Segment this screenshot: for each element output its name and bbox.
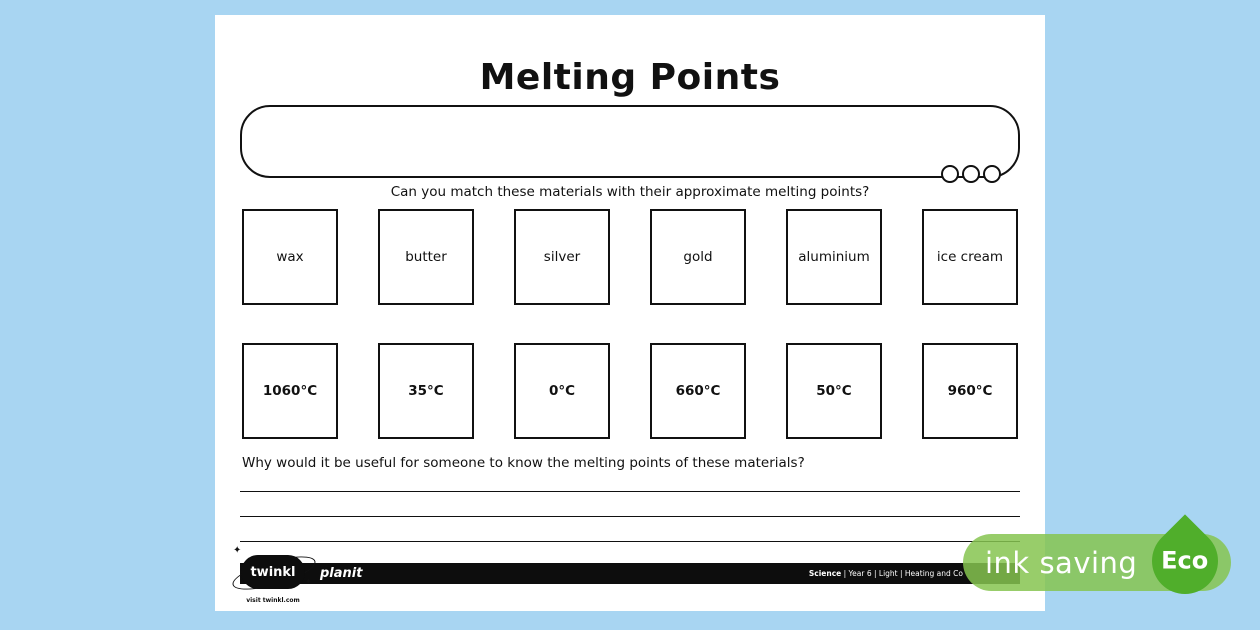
writing-line [240,516,1020,517]
melting-point-label: 0°C [548,383,576,399]
planit-wordmark: planit [320,566,363,581]
writing-line [240,491,1020,492]
material-card [650,209,746,305]
thought-bubble-dot [941,165,959,183]
twinkl-logo [233,545,315,611]
melting-point-card [242,343,338,439]
star-icon: ✦ [305,577,312,586]
visit-twinkl-label: visit twinkl.com [246,597,300,604]
material-label: wax [276,249,304,265]
material-card [378,209,474,305]
materials-row [242,209,1018,305]
footer-meta-rest: | Year 6 | Light | Heating and Co [841,569,963,578]
melting-point-card [786,343,882,439]
brand-label: twinkl [250,564,296,580]
melting-point-label: 960°C [947,383,993,399]
material-card [514,209,610,305]
melting-point-card [650,343,746,439]
eco-leaf-icon [1138,514,1231,607]
material-label: gold [683,249,713,265]
star-icon: ✦ [233,545,242,556]
worksheet-page [215,15,1045,611]
melting-point-card [378,343,474,439]
material-label: ice cream [936,249,1004,265]
writing-line [240,541,1020,542]
footer-breadcrumb [809,569,963,578]
material-label: aluminium [798,249,870,265]
material-label: butter [405,249,447,265]
melting-point-card [514,343,610,439]
thought-bubble-dot [962,165,980,183]
thought-bubble [240,105,1020,178]
twinkl-cloud-icon [241,555,305,589]
material-card [242,209,338,305]
eco-label: Eco [1161,546,1209,575]
melting-point-card [922,343,1018,439]
instruction-text: Can you match these materials with their approximate melting points? [390,184,870,200]
ink-saving-label: ink saving [985,545,1138,580]
melting-point-label: 50°C [816,383,852,399]
melting-point-label: 1060°C [262,383,318,399]
footer-subject: Science [808,569,842,578]
melting-point-label: 35°C [408,383,444,399]
melting-points-row [242,343,1018,439]
page-title: Melting Points [479,57,781,98]
footer-bar [240,563,1020,584]
thought-bubble-dot [983,165,1001,183]
melting-point-label: 660°C [675,383,721,399]
material-card [922,209,1018,305]
material-card [786,209,882,305]
question-text: Why would it be useful for someone to know the melting points of these materials? [242,455,805,471]
material-label: silver [543,249,581,265]
